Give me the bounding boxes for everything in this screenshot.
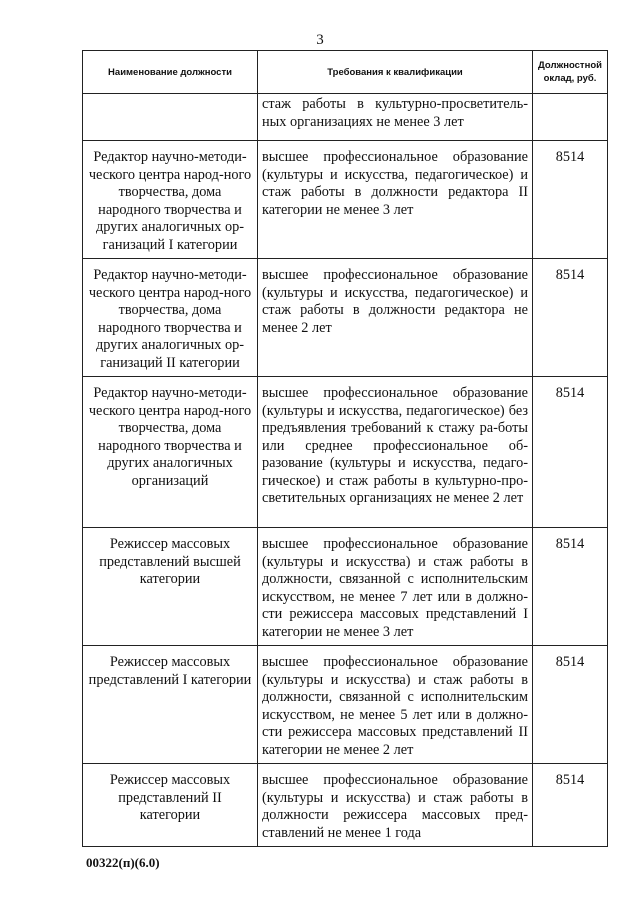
table-row bbox=[83, 528, 608, 646]
table-row bbox=[83, 259, 608, 377]
header-requirements: Требования к квалификации bbox=[258, 51, 533, 94]
requirements-cell: высшее профессиональное образование (культуры и искусства) и стаж работы в должности, связанной с исполнительским искусством, не менее 7 лет или в должно-сти режиссера массовых представлений I категории не менее 3 лет bbox=[258, 528, 533, 646]
table-row bbox=[83, 764, 608, 847]
header-salary: Должностной оклад, руб. bbox=[533, 51, 608, 94]
position-cell: Режиссер массовых представлений II категории bbox=[83, 764, 258, 847]
salary-cell: 8514 bbox=[533, 764, 608, 847]
position-cell: Редактор научно-методи-ческого центра народ-ного творчества, дома народного творчества и других аналогичных ор-ганизаций I категории bbox=[83, 141, 258, 259]
salary-cell: 8514 bbox=[533, 646, 608, 764]
requirements-cell: высшее профессиональное образование (культуры и искусства) и стаж работы в должности, связанной с исполнительским искусством, не менее 5 лет или в должно-сти режиссера массовых представлений II категории не менее 2 лет bbox=[258, 646, 533, 764]
position-cell: Редактор научно-методи-ческого центра народ-ного творчества, дома народного творчества и других аналогичных ор-ганизаций II категории bbox=[83, 259, 258, 377]
table-header-row bbox=[83, 51, 608, 94]
table-row bbox=[83, 646, 608, 764]
salary-cell: 8514 bbox=[533, 141, 608, 259]
salary-cell: 8514 bbox=[533, 377, 608, 528]
requirements-cell: высшее профессиональное образование (культуры и искусства, педагогическое) и стаж работы в должности редактора не менее 2 лет bbox=[258, 259, 533, 377]
requirements-cell: высшее профессиональное образование (культуры и искусства, педагогическое) без предъявления требований к стажу ра-боты или среднее профессиональное об-разование (культуры и искусства, педаго-гическое) и стаж работы в культурно-про-светительных организациях не менее 2 лет bbox=[258, 377, 533, 528]
page-number: 3 bbox=[316, 32, 324, 48]
document-code: 00322(п)(6.0) bbox=[86, 855, 160, 870]
table-row bbox=[83, 141, 608, 259]
salary-cell: 8514 bbox=[533, 259, 608, 377]
requirements-cell: стаж работы в культурно-просветитель-ных организациях не менее 3 лет bbox=[258, 94, 533, 141]
position-cell bbox=[83, 94, 258, 141]
header-position: Наименование должности bbox=[83, 51, 258, 94]
position-cell: Режиссер массовых представлений I категории bbox=[83, 646, 258, 764]
salary-cell: 8514 bbox=[533, 528, 608, 646]
position-cell: Редактор научно-методи-ческого центра народ-ного творчества, дома народного творчества и других аналогичных организаций bbox=[83, 377, 258, 528]
table-row bbox=[83, 377, 608, 528]
table-row bbox=[83, 94, 608, 141]
position-cell: Режиссер массовых представлений высшей категории bbox=[83, 528, 258, 646]
requirements-cell: высшее профессиональное образование (культуры и искусства) и стаж работы в должности режиссера массовых пред-ставлений не менее 1 года bbox=[258, 764, 533, 847]
salary-cell bbox=[533, 94, 608, 141]
requirements-cell: высшее профессиональное образование (культуры и искусства, педагогическое) и стаж работы в должности редактора II категории не менее 3 лет bbox=[258, 141, 533, 259]
qualification-table bbox=[82, 50, 608, 847]
